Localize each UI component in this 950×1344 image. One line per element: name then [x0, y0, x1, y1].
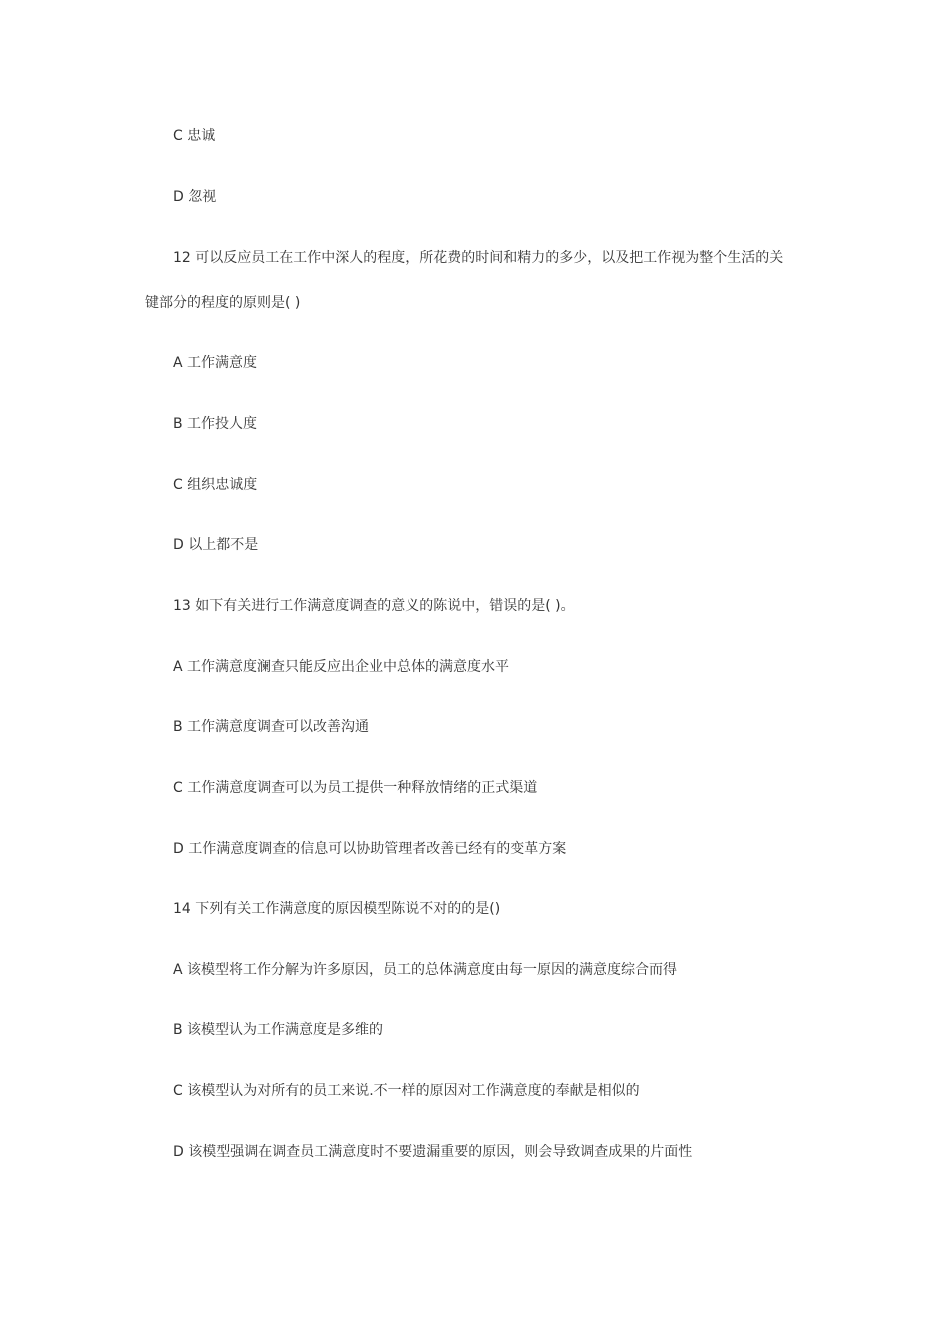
q13-option-d: D 工作满意度调查的信息可以协助管理者改善已经有的变革方案 — [173, 841, 567, 857]
q13-option-c: C 工作满意度调查可以为员工提供一种释放情绪的正式渠道 — [173, 780, 538, 796]
q11-option-c: C 忠诚 — [173, 128, 216, 144]
q12-stem-line1: 12 可以反应员工在工作中深人的程度，所花费的时间和精力的多少，以及把工作视为整个生活的关 — [173, 250, 784, 266]
q14-option-c: C 该模型认为对所有的员工来说.不一样的原因对工作满意度的奉献是相似的 — [173, 1083, 640, 1099]
q12-stem-line2: 键部分的程度的原则是( ) — [145, 295, 301, 311]
q14-stem: 14 下列有关工作满意度的原因模型陈说不对的的是() — [173, 901, 501, 917]
q14-option-a: A 该模型将工作分解为许多原因，员工的总体满意度由每一原因的满意度综合而得 — [173, 962, 678, 978]
q14-option-b: B 该模型认为工作满意度是多维的 — [173, 1022, 384, 1038]
q11-option-d: D 忽视 — [173, 189, 217, 205]
q13-option-a: A 工作满意度澜查只能反应出企业中总体的满意度水平 — [173, 659, 510, 675]
q12-option-c: C 组织忠诚度 — [173, 477, 258, 493]
q12-option-a: A 工作满意度 — [173, 355, 258, 371]
q14-option-d: D 该模型强调在调查员工满意度时不要遗漏重要的原因，则会导致调查成果的片面性 — [173, 1144, 693, 1160]
q13-option-b: B 工作满意度调查可以改善沟通 — [173, 719, 370, 735]
q13-stem: 13 如下有关进行工作满意度调查的意义的陈说中，错误的是( )。 — [173, 598, 575, 614]
q12-option-d: D 以上都不是 — [173, 537, 259, 553]
q12-option-b: B 工作投人度 — [173, 416, 258, 432]
